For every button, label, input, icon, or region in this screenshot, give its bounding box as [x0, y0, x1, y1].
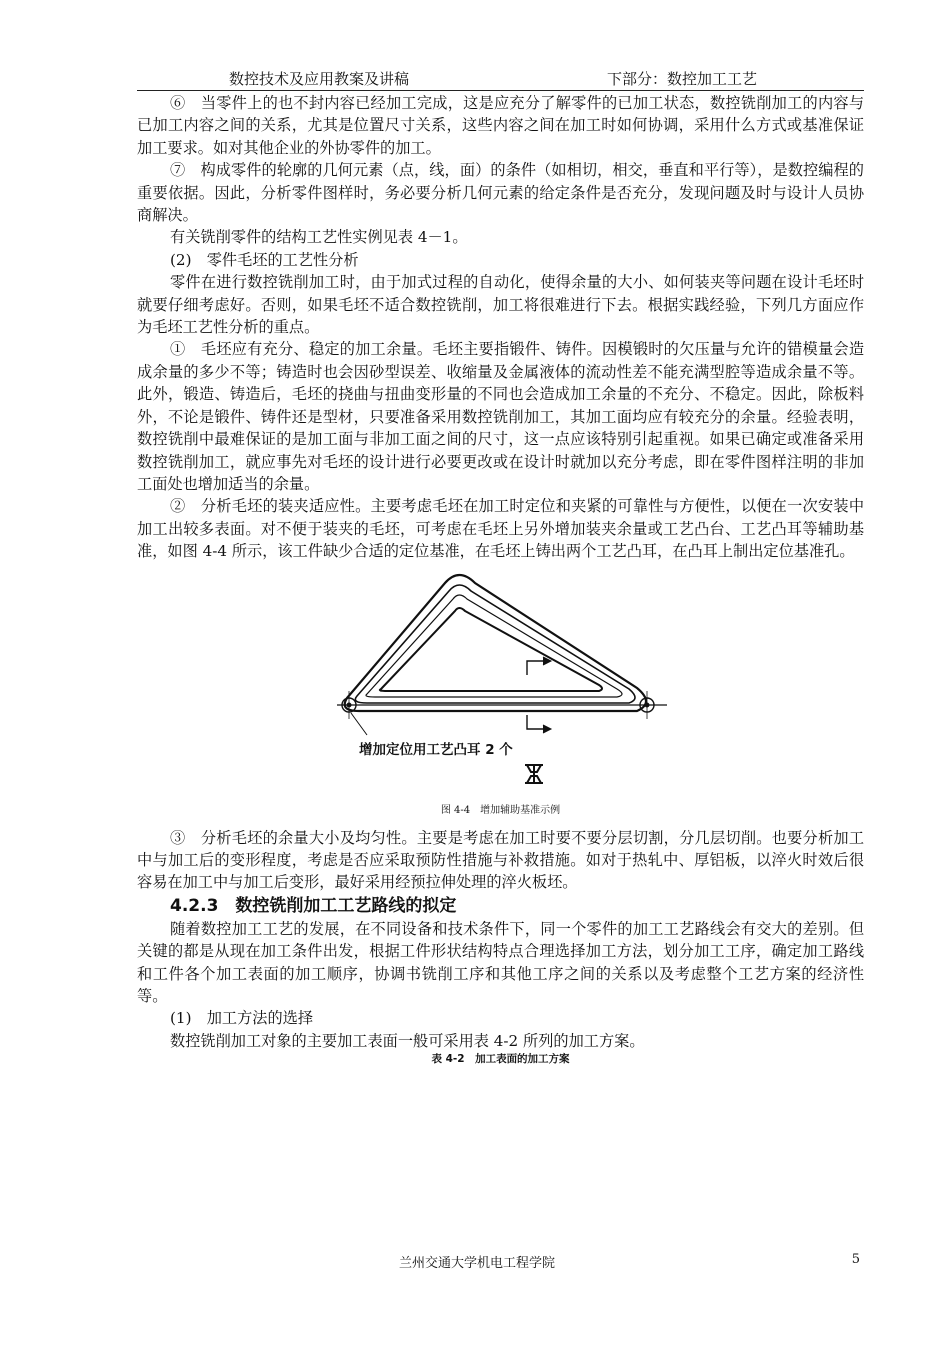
section-heading-4-2-3: 4.2.3 数控铣削加工工艺路线的拟定	[170, 895, 457, 916]
paragraph-blank-uniformity: ③ 分析毛坯的余量大小及均匀性。主要是考虑在加工时要不要分层切割，分几层切削。也要分析加工中与加工后的变形程度，考虑是否应采取预防性措施与补救措施。如对于热轧中、厚铝板，以淬火时效后很容易在加工中与加工后变形，最好采用经预拉伸处理的淬火板坯。	[137, 828, 864, 892]
paragraph-blank-intro: 零件在进行数控铣削加工时，由于加式过程的自动化，使得余量的大小、如何装夹等问题在设计毛坯时就要仔细考虑好。否则，如果毛坯不适合数控铣削，加工将很难进行下去。根据实践经验，下列几方面应作为毛坯工艺性分析的重点。	[137, 273, 864, 337]
subheading-blank-analysis: (2) 零件毛坯的工艺性分析	[170, 250, 359, 269]
figure-caption: 图 4-4 增加辅助基准示例	[440, 804, 561, 816]
header-course-title: 数控技术及应用教案及讲稿	[229, 70, 410, 88]
paragraph-route-intro: 随着数控加工工艺的发展，在不同设备和技术条件下，同一个零件的加工工艺路线会有交大的差别。但关键的都是从现在加工条件出发，根据工件形状结构特点合理选择加工方法，划分加工工序，确定加工路线和工件各个加工表面的加工顺序，协调书铣削工序和其他工序之间的关系以及考虑整个工艺方案的经济性等。	[137, 919, 864, 1005]
page-header	[137, 66, 864, 91]
subheading-method-selection: (1) 加工方法的选择	[170, 1009, 314, 1028]
footer-institution: 兰州交通大学机电工程学院	[399, 1256, 556, 1271]
figure-4-4	[137, 563, 864, 827]
page-number: 5	[851, 1252, 860, 1267]
paragraph-item-7: ⑦ 构成零件的轮廓的几何元素（点，线，面）的条件（如相切，相交，垂直和平行等），是数控编程的重要依据。因此，分析零件图样时，务必要分析几何元素的给定条件是否充分，发现问题及时与设计人员协商解决。	[137, 161, 864, 225]
page-body	[137, 92, 864, 1066]
header-part-title: 下部分：数控加工工艺	[607, 70, 758, 88]
figure-callout-label: 增加定位用工艺凸耳 2 个	[359, 741, 513, 758]
paragraph-blank-clamping: ② 分析毛坯的装夹适应性。主要考虑毛坯在加工时定位和夹紧的可靠性与方便性，以便在一次安装中加工出较多表面。对不便于装夹的毛坯，可考虑在毛坯上另外增加装夹余量或工艺凸台、工艺凸耳等辅助基准，如图 4-4 所示，该工件缺少合适的定位基准，在毛坯上铸出两个工艺凸耳，在凸耳上制出定位基准孔。	[137, 497, 864, 561]
paragraph-item-6: ⑥ 当零件上的也不封内容已经加工完成，这是应充分了解零件的已加工状态，数控铣削加工的内容与已加工内容之间的关系，尤其是位置尺寸关系，这些内容之间在加工时如何协调，采用什么方式或基准保证加工要求。如对其他企业的外协零件的加工。	[137, 94, 864, 157]
paragraph-blank-allowance: ① 毛坯应有充分、稳定的加工余量。毛坯主要指锻件、铸件。因模锻时的欠压量与允许的错模量会造成余量的多少不等；铸造时也会因砂型误差、收缩量及金属液体的流动性差不能充满型腔等造成余量不等。此外，锻造、铸造后，毛坯的挠曲与扭曲变形量的不同也会造成加工余量的不充分、不稳定。因此，除板料外，不论是锻件、铸件还是型材，只要准备采用数控铣削加工，其加工面均应有较充分的余量。经验表明，数控铣削中最难保证的是加工面与非加工面之间的尺寸，这一点应该特别引起重视。如果已确定或准备采用数控铣削加工，就应事先对毛坯的设计进行必要更改或在设计时就加以充分考虑，即在零件图样注明的非加工面处也增加适当的余量。	[137, 340, 864, 493]
table-4-2-title: 表 4-2 加工表面的加工方案	[431, 1053, 570, 1066]
section-symbol-icon	[525, 765, 543, 783]
paragraph-table-ref: 有关铣削零件的结构工艺性实例见表 4－1。	[170, 228, 468, 247]
paragraph-method: 数控铣削加工对象的主要加工表面一般可采用表 4-2 所列的加工方案。	[170, 1031, 645, 1050]
